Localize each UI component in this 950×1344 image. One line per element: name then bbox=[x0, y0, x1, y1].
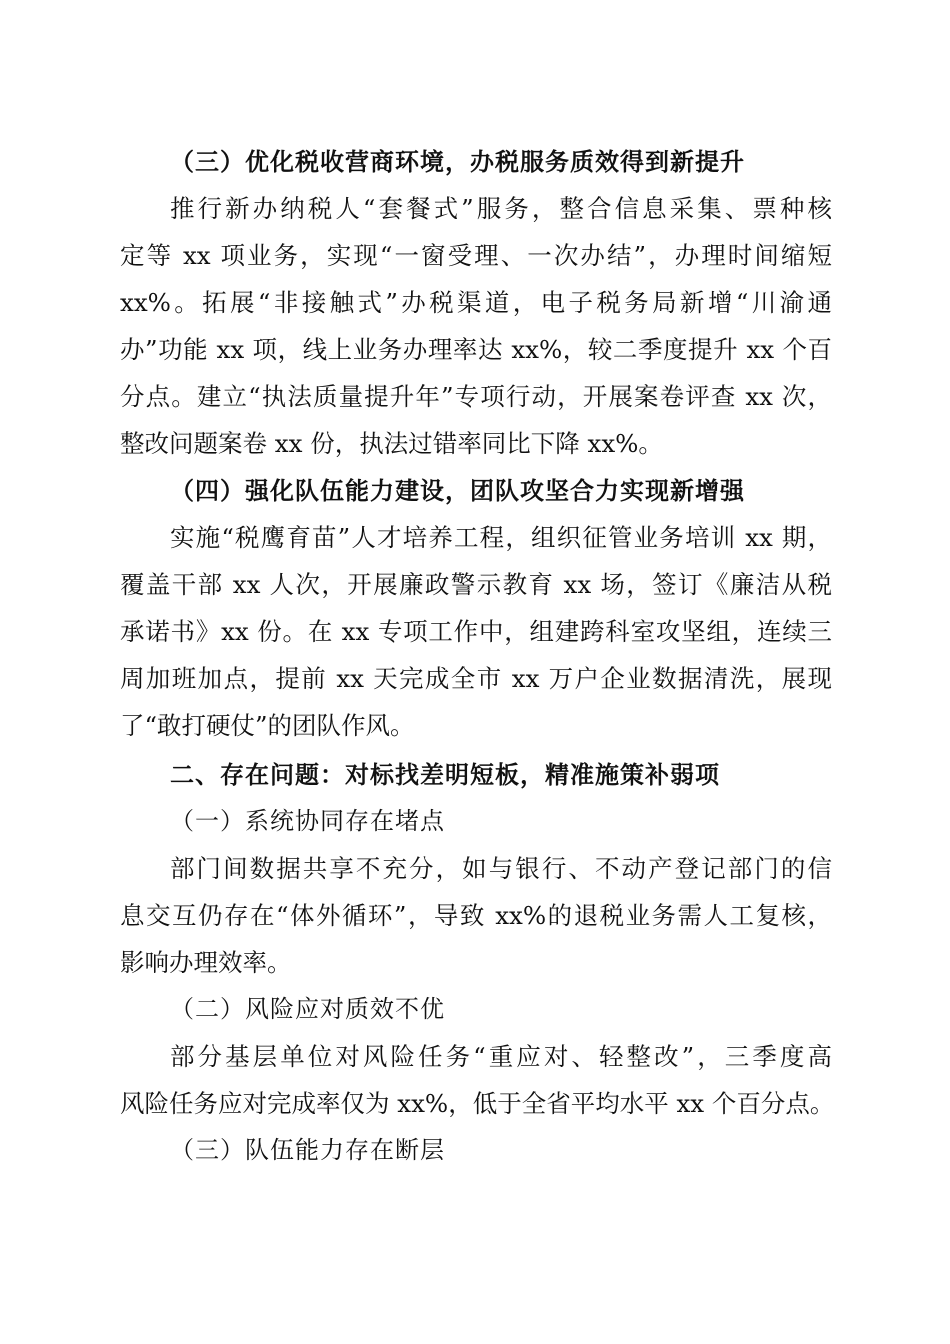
problem-1-line-3: 影响办理效率。 bbox=[120, 948, 292, 977]
section-3-line-2: 定等 xx 项业务，实现“一窗受理、一次办结”，办理时间缩短 bbox=[120, 241, 832, 270]
section-3-heading: （三）优化税收营商环境，办税服务质效得到新提升 bbox=[170, 147, 745, 176]
section-3-line-3: xx%。拓展“非接触式”办税渠道，电子税务局新增“川渝通 bbox=[120, 288, 832, 317]
section-3-line-6: 整改问题案卷 xx 份，执法过错率同比下降 xx%。 bbox=[120, 429, 663, 458]
section-4-line-3: 承诺书》xx 份。在 xx 专项工作中，组建跨科室攻坚组，连续三 bbox=[120, 617, 832, 646]
problem-1-line-1: 部门间数据共享不充分，如与银行、不动产登记部门的信 bbox=[170, 854, 832, 883]
section-4-line-1: 实施“税鹰育苗”人才培养工程，组织征管业务培训 xx 期， bbox=[170, 523, 832, 552]
problem-2-heading: （二）风险应对质效不优 bbox=[170, 995, 445, 1023]
problem-2-line-2: 风险任务应对完成率仅为 xx%，低于全省平均水平 xx 个百分点。 bbox=[120, 1089, 835, 1118]
problem-3-heading: （三）队伍能力存在断层 bbox=[170, 1136, 445, 1164]
part-2-heading: 二、存在问题：对标找差明短板，精准施策补弱项 bbox=[170, 760, 720, 789]
section-4-line-2: 覆盖干部 xx 人次，开展廉政警示教育 xx 场，签订《廉洁从税 bbox=[120, 570, 832, 599]
section-3-line-1: 推行新办纳税人“套餐式”服务，整合信息采集、票种核 bbox=[170, 194, 832, 223]
problem-1-heading: （一）系统协同存在堵点 bbox=[170, 807, 445, 835]
document-page bbox=[120, 138, 835, 1174]
problem-1-line-2: 息交互仍存在“体外循环”，导致 xx%的退税业务需人工复核， bbox=[120, 901, 832, 930]
problem-2-line-1: 部分基层单位对风险任务“重应对、轻整改”，三季度高 bbox=[170, 1042, 832, 1071]
section-4-heading: （四）强化队伍能力建设，团队攻坚合力实现新增强 bbox=[170, 476, 745, 505]
section-4-line-4: 周加班加点，提前 xx 天完成全市 xx 万户企业数据清洗，展现 bbox=[120, 664, 832, 693]
section-3-line-5: 分点。建立“执法质量提升年”专项行动，开展案卷评查 xx 次， bbox=[120, 382, 832, 411]
section-3-line-4: 办”功能 xx 项，线上业务办理率达 xx%，较二季度提升 xx 个百 bbox=[120, 335, 832, 364]
section-4-line-5: 了“敢打硬仗”的团队作风。 bbox=[120, 711, 415, 740]
